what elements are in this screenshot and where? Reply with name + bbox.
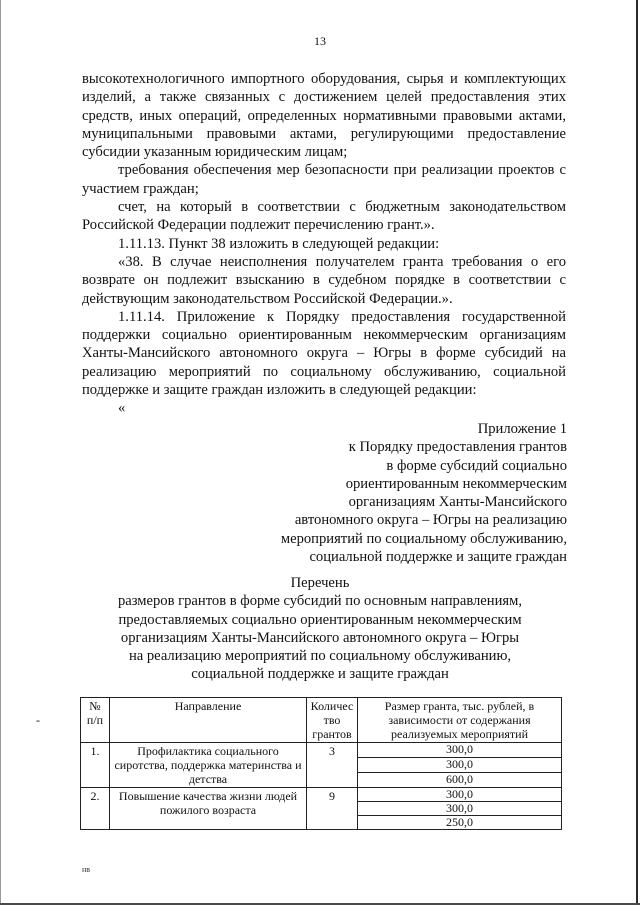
list-subtitle-line: предоставляемых социально ориентированным некоммерческим — [118, 611, 522, 628]
list-subtitle-line: социальной поддержке и защите граждан — [191, 666, 449, 683]
header-num: № п/п — [81, 698, 110, 743]
cell-amount: 300,0 — [358, 743, 562, 758]
table-row — [81, 743, 562, 758]
cell-count: 3 — [307, 743, 358, 788]
cell-amount: 300,0 — [358, 788, 562, 802]
header-direction: Направление — [110, 698, 307, 743]
table-row — [81, 788, 562, 802]
cell-num: 2. — [81, 788, 110, 830]
grants-table — [80, 697, 562, 830]
margin-mark: - — [36, 713, 40, 727]
list-subtitle-line: организациям Ханты-Мансийского автономного округа – Югры — [120, 629, 520, 646]
list-subtitle-line: размеров грантов в форме субсидий по основным направлениям, — [117, 593, 523, 610]
list-subtitle-line: на реализацию мероприятий по социальному обслуживанию, — [128, 648, 512, 665]
body-text — [82, 70, 566, 418]
appendix-line: автономного округа – Югры на реализацию — [294, 512, 567, 529]
cell-amount: 300,0 — [358, 758, 562, 773]
appendix-line: ориентированным некоммерческим — [345, 475, 567, 492]
paragraph: счет, на который в соответствии с бюджетным законодательством Российской Федерации подлежит перечислению грант.». — [82, 199, 566, 234]
paragraph: «38. В случае неисполнения получателем гранта требования о его возврате он подлежит взысканию в судебном порядке в соответствии с действующим законодательством Российской Федерации.». — [82, 253, 566, 307]
paragraph: 1.11.13. Пункт 38 изложить в следующей редакции: — [118, 235, 440, 252]
header-amount: Размер гранта, тыс. рублей, в зависимости от содержания реализуемых мероприятий — [358, 698, 562, 743]
header-count: Количес тво грантов — [307, 698, 358, 743]
list-heading — [0, 574, 640, 684]
appendix-line: организациям Ханты-Мансийского — [348, 494, 567, 511]
cell-direction: Профилактика социального сиротства, поддержка материнства и детства — [110, 743, 307, 788]
appendix-line: социальной поддержке и защите граждан — [309, 549, 567, 566]
appendix-heading — [237, 420, 567, 566]
paragraph: требования обеспечения мер безопасности при реализации проектов с участием граждан; — [82, 162, 566, 197]
list-title: Перечень — [290, 575, 350, 591]
appendix-line: к Порядку предоставления грантов — [348, 439, 567, 456]
opening-quote: « — [118, 400, 126, 417]
appendix-line: мероприятий по социальному обслуживанию, — [280, 530, 567, 547]
scan-edge-left — [0, 0, 1, 905]
scan-edge-right — [636, 0, 638, 905]
footer-mark: нв — [82, 865, 91, 874]
cell-direction: Повышение качества жизни людей пожилого возраста — [110, 788, 307, 830]
page-number: 13 — [314, 34, 326, 48]
paragraph: высокотехнологичного импортного оборудования, сырья и комплектующих изделий, а также связанных с достижением целей предоставления этих средств, иных операций, определенных нормативными правовыми актами, муниципальными правовыми актами, регулирующими предоставление субсидии указанным юридическим лицам; — [82, 71, 566, 161]
table-header-row — [81, 698, 562, 743]
appendix-line: Приложение 1 — [477, 421, 567, 437]
cell-amount: 300,0 — [358, 802, 562, 816]
appendix-line: в форме субсидий социально — [386, 457, 567, 474]
cell-num: 1. — [81, 743, 110, 788]
cell-count: 9 — [307, 788, 358, 830]
cell-amount: 250,0 — [358, 816, 562, 830]
cell-amount: 600,0 — [358, 773, 562, 788]
paragraph: 1.11.14. Приложение к Порядку предоставления государственной поддержки социально ориентированным некоммерческим организациям Ханты-Мансийского автономного округа – Югры в форме субсидий на реализацию мероприятий по социальному обслуживанию, социальной поддержке и защите граждан изложить в следующей редакции: — [82, 308, 566, 399]
